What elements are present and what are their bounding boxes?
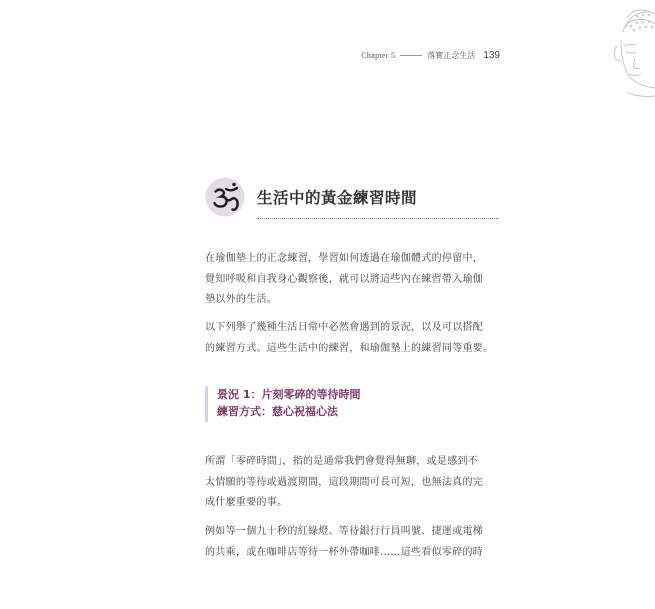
text-line: 例如等一個九十秒的紅綠燈、等待銀行行員叫號、捷運或電梯 [205, 526, 484, 537]
running-header [361, 50, 500, 61]
text-line: 在瑜伽墊上的正念練習，學習如何透過在瑜伽體式的停留中， [205, 253, 484, 264]
page-number: 139 [483, 50, 500, 61]
page-title: 生活中的黃金練習時間 [257, 188, 418, 207]
text-line: 所謂「零碎時間」，指的是通常我們會覺得無聊，或是感到不 [205, 456, 479, 467]
text-line: 覺知呼吸和自我身心觀察後，就可以將這些內在練習帶入瑜伽 [205, 273, 484, 285]
paragraph-list-intro [205, 318, 505, 359]
method-heading: 練習方式：慈心祝福心法 [217, 405, 338, 418]
chapter-label: Chapter 5 [361, 51, 396, 60]
text-line: 墊以外的生活。 [205, 294, 278, 305]
text-line: 以下列舉了幾種生活日常中必然會遇到的景況，以及可以搭配 [205, 322, 484, 333]
text-line: 成什麼重要的事。 [205, 497, 288, 508]
scenario-callout [205, 386, 447, 422]
title-dotted-divider [257, 218, 499, 219]
text-line: 的練習方式。這些生活中的練習，和瑜伽墊上的練習同等重要。 [205, 342, 494, 354]
paragraph-definition [205, 452, 505, 514]
section-label: 落實正念生活 [427, 51, 476, 60]
scenario-heading: 景況 1：片刻零碎的等待時間 [217, 388, 361, 401]
buddha-head-icon [607, 6, 655, 102]
header-dash [400, 55, 422, 56]
om-symbol-icon [205, 177, 245, 217]
paragraph-intro [205, 249, 505, 311]
section-heading [205, 177, 495, 221]
text-line: 的共乘，或在咖啡店等待一杯外帶咖啡……這些看似零碎的時 [205, 546, 484, 558]
paragraph-examples [205, 522, 505, 563]
text-line: 太情願的等待或過渡期間，這段期間可長可短，也無法真的完 [205, 476, 484, 488]
